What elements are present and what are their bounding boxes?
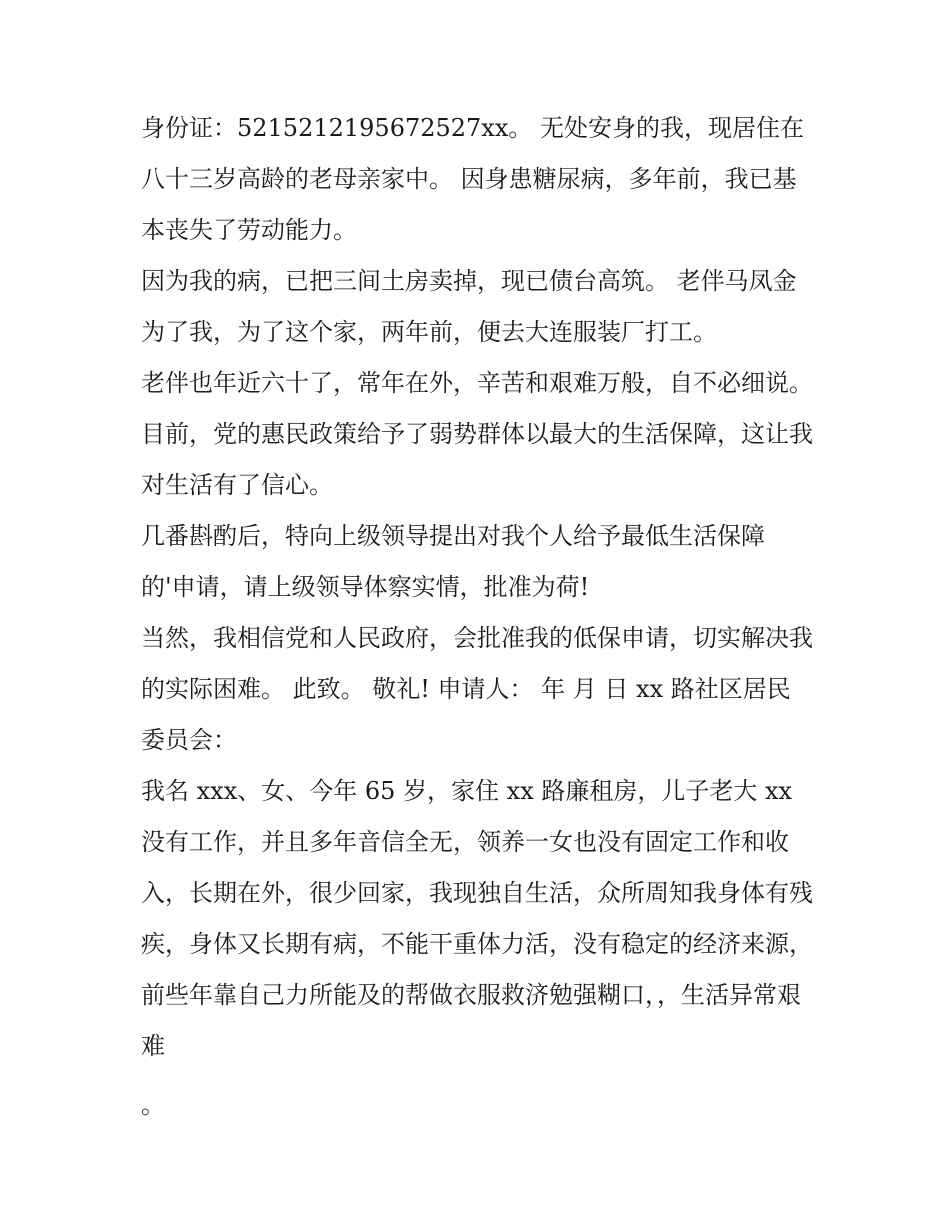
paragraph-6: 我名 xxx、女、今年 65 岁，家住 xx 路廉租房，儿子老大 xx 没有工作，并且多年音信全无，领养一女也没有固定工作和收入，长期在外，很少回家，我现独自生活，众所周知我身体有残疾，身体又长期有病，不能干重体力活，没有稳定的经济来源，前些年靠自己力所能及的帮做衣服救济勉强糊口，，生活异常艰难 [141,777,813,1060]
paragraph-3: 老伴也年近六十了，常年在外，辛苦和艰难万般，自不必细说。 目前，党的惠民政策给予了弱势群体以最大的生活保障，这让我对生活有了信心。 [141,369,813,499]
paragraph-2: 因为我的病，已把三间土房卖掉，现已债台高筑。 老伴马凤金为了我，为了这个家，两年前，便去大连服装厂打工。 [141,267,797,346]
paragraph-4: 几番斟酌后，特向上级领导提出对我个人给予最低生活保障的'申请，请上级领导体察实情，批准为荷! [141,522,765,601]
paragraph-7: 。 [141,1091,165,1119]
paragraph-5: 当然，我相信党和人民政府，会批准我的低保申请，切实解决我的实际困难。 此致。 敬礼! 申请人： 年 月 日 xx 路社区居民委员会： [141,624,813,754]
paragraph-1: 身份证：5215212195672527xx。 无处安身的我，现居住在八十三岁高龄的老母亲家中。 因身患糖尿病，多年前，我已基本丧失了劳动能力。 [141,114,805,244]
document-body [141,103,813,1131]
